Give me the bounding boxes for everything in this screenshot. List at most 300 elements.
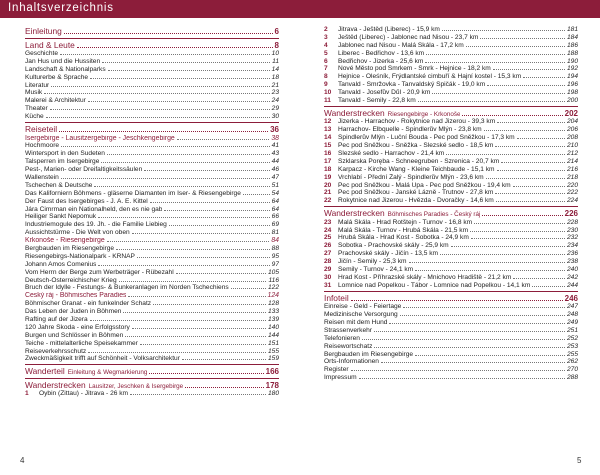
- toc-page-number: 210: [566, 142, 578, 150]
- dot-leader: [381, 362, 565, 363]
- toc-entry-title: [25, 261, 96, 269]
- toc-region-heading[interactable]: [25, 292, 279, 300]
- toc-section-heading[interactable]: [25, 26, 279, 37]
- toc-page-number: 38: [271, 134, 279, 142]
- dot-leader: [403, 307, 565, 308]
- toc-entry[interactable]: [25, 113, 279, 121]
- toc-route-entry[interactable]: [324, 42, 578, 50]
- dot-leader: [501, 162, 565, 163]
- toc-entry-title: [324, 197, 494, 205]
- toc-page-number: 230: [566, 226, 578, 234]
- toc-entry-title: [25, 229, 130, 237]
- toc-entry-text: Vrchlabí - Přední Žalý - Špindlerův Mlýn - 23,6 km: [338, 173, 484, 181]
- toc-section-heading[interactable]: [25, 124, 279, 135]
- toc-page-number: 255: [566, 350, 578, 358]
- toc-entry-text: Malá Skála - Turnov - Hrubá Skála - 21,5 km: [338, 226, 469, 234]
- toc-entry-title: [25, 206, 162, 214]
- toc-entry-text: Teiche - mittelalterliche Speisekammer: [25, 339, 138, 347]
- dot-leader: [116, 249, 270, 250]
- toc-entry[interactable]: [25, 245, 279, 253]
- dot-leader: [493, 69, 565, 70]
- toc-entry[interactable]: [25, 89, 279, 97]
- toc-entry-title: [324, 227, 468, 235]
- dot-leader: [107, 154, 270, 155]
- toc-page-number: 155: [267, 347, 279, 355]
- toc-page-number: 30: [271, 113, 279, 121]
- toc-page-number: 247: [566, 303, 578, 311]
- toc-entry[interactable]: [25, 150, 279, 158]
- toc-route-entry[interactable]: [324, 197, 578, 205]
- section-divider: [25, 38, 279, 39]
- toc-entry-title: [25, 253, 135, 261]
- toc-entry-text: Isergebirge - Lausitzergebirge - Jeschkengebirge: [25, 134, 175, 142]
- toc-entry[interactable]: [25, 74, 279, 82]
- toc-route-entry[interactable]: [324, 242, 578, 250]
- toc-entry-title: [324, 73, 521, 81]
- route-number: 14: [324, 134, 332, 142]
- toc-section-subtitle: Lausitzer, Jeschken & Isergebirge: [88, 382, 184, 390]
- toc-entry[interactable]: [324, 335, 578, 343]
- toc-entry-title: [324, 134, 515, 142]
- toc-section-heading[interactable]: [324, 108, 578, 119]
- dot-leader: [44, 93, 269, 94]
- toc-page-number: 81: [271, 229, 279, 237]
- route-number: 23: [324, 218, 332, 226]
- toc-route-entry[interactable]: [324, 274, 578, 282]
- toc-entry[interactable]: [324, 343, 578, 351]
- toc-page-number: 159: [267, 355, 279, 363]
- toc-entry[interactable]: [25, 190, 279, 198]
- toc-page-number: 188: [566, 49, 578, 57]
- toc-page-number: 105: [267, 268, 279, 276]
- toc-page-number: 140: [267, 323, 279, 331]
- toc-page-number: 54: [271, 189, 279, 197]
- toc-entry[interactable]: [25, 348, 279, 356]
- toc-entry-title: [25, 135, 175, 143]
- toc-page-number: 200: [566, 97, 578, 105]
- dot-leader: [125, 336, 266, 337]
- toc-entry-title: [25, 89, 42, 97]
- toc-entry-title: [324, 89, 430, 97]
- toc-entry-text: Nové Město pod Smrkem - Smrk - Hejnice - 18,2 km: [338, 65, 491, 73]
- toc-entry-text: Vom Herrn der Berge zum Werbeträger - Rübezahl: [25, 268, 174, 276]
- toc-entry[interactable]: [25, 50, 279, 58]
- route-number: 8: [324, 73, 328, 81]
- dot-leader: [98, 217, 270, 218]
- toc-entry[interactable]: [25, 66, 279, 74]
- toc-entry-title: [25, 340, 138, 348]
- toc-page-number: 262: [566, 358, 578, 366]
- toc-page-number: 66: [271, 213, 279, 221]
- toc-entry-text: Theater: [25, 105, 48, 113]
- toc-entry-title: [25, 316, 88, 324]
- toc-entry-text: Orts-Informationen: [324, 358, 379, 366]
- toc-entry[interactable]: [25, 332, 279, 340]
- toc-entry-text: Prachovské skály - Jičín - 13,5 km: [338, 250, 439, 258]
- toc-page-number: 64: [271, 197, 279, 205]
- section-divider: [25, 364, 279, 365]
- toc-entry-title: [25, 237, 105, 245]
- dot-leader: [415, 270, 565, 271]
- route-number: 28: [324, 258, 332, 266]
- toc-page-number: 253: [566, 342, 578, 350]
- toc-entry[interactable]: [324, 303, 578, 311]
- toc-entry-text: Malá Skála - Hrad Rotštejn - Turnov - 16,8 km: [338, 218, 473, 226]
- toc-entry[interactable]: [324, 351, 578, 359]
- toc-entry-title: [324, 26, 440, 34]
- toc-page-number: 252: [566, 334, 578, 342]
- toc-entry-text: Medizinische Versorgung: [324, 311, 398, 319]
- toc-entry-title: [324, 65, 491, 73]
- toc-entry-title: [324, 189, 493, 197]
- toc-entry-text: Wanderstrecken: [324, 208, 385, 219]
- dot-leader: [88, 352, 266, 353]
- toc-entry[interactable]: [25, 340, 279, 348]
- toc-page-number: 51: [271, 181, 279, 189]
- route-number: 25: [324, 234, 332, 242]
- toc-page-number: 216: [566, 165, 578, 173]
- toc-route-entry[interactable]: [324, 158, 578, 166]
- toc-entry-title: [324, 50, 424, 58]
- toc-route-entry[interactable]: [324, 282, 578, 290]
- toc-entry[interactable]: [25, 105, 279, 113]
- toc-section-heading[interactable]: [324, 293, 578, 304]
- toc-entry-text: Sobotka - Prachovské skály - 25,9 km: [338, 242, 449, 250]
- toc-entry[interactable]: [25, 174, 279, 182]
- toc-route-entry[interactable]: [324, 166, 578, 174]
- dot-leader: [59, 131, 268, 132]
- toc-entry[interactable]: [25, 355, 279, 363]
- toc-route-entry[interactable]: [324, 126, 578, 134]
- route-number: 5: [324, 49, 328, 57]
- dot-leader: [144, 170, 269, 171]
- route-number: 29: [324, 266, 332, 274]
- toc-entry-title: [25, 332, 123, 340]
- dot-leader: [61, 146, 270, 147]
- toc-entry-text: Burgen und Schlösser in Böhmen: [25, 331, 124, 339]
- toc-entry-title: [324, 293, 349, 304]
- route-number: 30: [324, 273, 332, 281]
- toc-section-heading[interactable]: [25, 366, 279, 377]
- toc-entry-text: Reiseteil: [25, 124, 58, 135]
- toc-entry[interactable]: [25, 97, 279, 105]
- dot-leader: [101, 162, 269, 163]
- toc-region-heading[interactable]: [25, 237, 279, 245]
- route-number: 18: [324, 165, 332, 173]
- toc-page-number: 288: [566, 374, 578, 382]
- toc-route-entry[interactable]: [324, 227, 578, 235]
- route-number: 7: [324, 65, 328, 73]
- toc-entry[interactable]: [324, 358, 578, 366]
- dot-leader: [409, 262, 565, 263]
- toc-route-entry[interactable]: [324, 26, 578, 34]
- dot-leader: [480, 38, 565, 39]
- toc-route-entry[interactable]: [324, 258, 578, 266]
- toc-entry-text: Bedřichov - Jizerka - 25,6 km: [338, 57, 424, 65]
- toc-entry-text: Karpacz - Kirche Wang - Kleine Teichbaude - 15,1 km: [338, 165, 495, 173]
- toc-page-number: 190: [566, 57, 578, 65]
- route-number: 9: [324, 81, 328, 89]
- toc-entry-title: [324, 219, 472, 227]
- toc-page-number: 44: [271, 158, 279, 166]
- toc-entry-text: Tanvald - Smržovka - Tanvaldský Špičák - 19,0 km: [338, 81, 486, 89]
- dot-leader: [471, 238, 565, 239]
- toc-page-number: 226: [564, 209, 578, 219]
- toc-entry-text: Böhmischer Granat - ein funkelnder Schatz: [25, 300, 152, 308]
- toc-route-entry[interactable]: [324, 73, 578, 81]
- toc-entry-text: Hrubá Skála - Hrad Kost - Sobotka - 24,9 km: [338, 234, 469, 242]
- route-number: 6: [324, 57, 328, 65]
- toc-entry[interactable]: [25, 253, 279, 261]
- toc-page-number: 29: [271, 105, 279, 113]
- dot-leader: [351, 370, 565, 371]
- toc-entry[interactable]: [324, 374, 578, 382]
- toc-entry-title: [25, 82, 49, 90]
- dot-leader: [60, 54, 270, 55]
- toc-entry-text: Pec pod Sněžkou - Sněžka - Slezské sedlo - 18,5 km: [338, 142, 494, 150]
- route-number: 1: [25, 390, 29, 398]
- dot-leader: [119, 281, 267, 282]
- toc-region-heading[interactable]: [25, 135, 279, 143]
- toc-entry-text: Český ráj - Böhmisches Paradies: [25, 292, 127, 300]
- dot-leader: [90, 78, 270, 79]
- dot-leader: [374, 331, 565, 332]
- toc-entry-text: Deutsch-Österreichischer Krieg: [25, 276, 117, 284]
- toc-page-number: 238: [566, 258, 578, 266]
- dot-leader: [243, 194, 270, 195]
- toc-entry[interactable]: [25, 324, 279, 332]
- route-number: 15: [324, 142, 332, 150]
- route-number: 10: [324, 89, 332, 97]
- dot-leader: [442, 30, 565, 31]
- toc-entry-title: [25, 245, 114, 253]
- toc-route-entry[interactable]: [324, 65, 578, 73]
- toc-route-entry[interactable]: [324, 118, 578, 126]
- toc-entry-text: Einreise - Geld - Feiertage: [324, 303, 402, 311]
- toc-entry[interactable]: [25, 142, 279, 150]
- toc-entry-text: Tschechen & Deutsche: [25, 181, 93, 189]
- dot-leader: [132, 328, 266, 329]
- dot-leader: [77, 47, 273, 48]
- toc-page-number: 220: [566, 181, 578, 189]
- dot-leader: [487, 85, 565, 86]
- route-number: 21: [324, 189, 332, 197]
- toc-entry-title: [25, 190, 241, 198]
- toc-page-number: 222: [566, 189, 578, 197]
- toc-entry-title: [324, 266, 413, 274]
- toc-entry-text: Landschaft & Nationalparks: [25, 65, 106, 73]
- toc-entry-text: Riesengebirgs-Nationalpark - KRNAP: [25, 252, 135, 260]
- toc-entry[interactable]: [25, 300, 279, 308]
- toc-entry[interactable]: [25, 213, 279, 221]
- toc-page-number: 178: [265, 380, 279, 390]
- toc-route-entry[interactable]: [324, 174, 578, 182]
- toc-route-entry[interactable]: [324, 81, 578, 89]
- toc-page-number: 64: [271, 205, 279, 213]
- toc-entry-text: Tanvald - Semily - 22,8 km: [338, 97, 416, 105]
- toc-entry-title: [324, 142, 493, 150]
- toc-route-entry[interactable]: [324, 89, 578, 97]
- route-number: 16: [324, 149, 332, 157]
- toc-page-number: 234: [566, 242, 578, 250]
- dot-leader: [169, 225, 270, 226]
- toc-route-entry[interactable]: [324, 266, 578, 274]
- toc-entry-text: Tanvald - Josefův Důl - 20,9 km: [338, 89, 431, 97]
- toc-route-entry[interactable]: [324, 34, 578, 42]
- toc-entry[interactable]: [25, 182, 279, 190]
- toc-section-heading[interactable]: [25, 40, 279, 51]
- toc-route-entry[interactable]: [25, 390, 279, 398]
- dot-leader: [418, 101, 565, 102]
- toc-entry[interactable]: [25, 206, 279, 214]
- dot-leader: [90, 320, 266, 321]
- toc-page-number: 244: [566, 281, 578, 289]
- toc-entry[interactable]: [324, 311, 578, 319]
- toc-entry-text: Liberec - Bedřichov - 13,6 km: [338, 49, 425, 57]
- toc-entry[interactable]: [25, 308, 279, 316]
- toc-route-entry[interactable]: [324, 182, 578, 190]
- toc-entry-title: [25, 40, 75, 51]
- toc-entry-text: Bruch der Idylle - Festungs- & Bunkeranlagen im Norden Tschechiens: [25, 284, 229, 292]
- toc-entry-text: Einleitung: [25, 26, 62, 36]
- toc-route-entry[interactable]: [324, 234, 578, 242]
- toc-entry-title: [25, 366, 147, 377]
- toc-entry-title: [25, 150, 105, 158]
- toc-entry-text: 120 Jahre Škoda - eine Erfolgsstory: [25, 323, 130, 331]
- toc-page-number: 151: [267, 339, 279, 347]
- toc-entry[interactable]: [25, 198, 279, 206]
- toc-entry[interactable]: [324, 327, 578, 335]
- toc-section-heading[interactable]: [25, 380, 279, 391]
- toc-entry-title: [25, 380, 183, 391]
- dot-leader: [523, 77, 565, 78]
- toc-section-heading[interactable]: [324, 208, 578, 219]
- toc-page-number: 128: [267, 300, 279, 308]
- toc-entry-title: [25, 50, 58, 58]
- toc-entry-title: [25, 182, 92, 190]
- toc-page-number: 186: [566, 41, 578, 49]
- toc-entry[interactable]: [25, 284, 279, 292]
- dot-leader: [88, 101, 270, 102]
- toc-page-number: 6: [274, 27, 279, 36]
- toc-entry-title: [25, 324, 130, 332]
- toc-entry-text: Bergbauden im Riesengebirge: [324, 350, 414, 358]
- toc-entry-title: [324, 319, 387, 327]
- toc-section-subtitle: Einleitung & Wegmarkierung: [67, 369, 148, 377]
- toc-route-entry[interactable]: [324, 250, 578, 258]
- toc-page-number: 69: [271, 221, 279, 229]
- toc-entry-title: [324, 182, 511, 190]
- dot-leader: [185, 387, 263, 388]
- toc-entry-text: Reisen mit dem Hund: [324, 319, 388, 326]
- dot-leader: [462, 115, 562, 116]
- toc-entry[interactable]: [25, 261, 279, 269]
- toc-entry-text: Das Leben der Juden in Böhmen: [25, 308, 122, 316]
- section-divider: [25, 122, 279, 123]
- toc-entry-text: Reiseverkehrsschutz: [25, 347, 87, 355]
- route-number: 11: [324, 97, 331, 105]
- dot-leader: [231, 288, 266, 289]
- toc-entry-text: Wanderstrecken: [324, 107, 385, 118]
- toc-route-entry[interactable]: [324, 150, 578, 158]
- toc-entry[interactable]: [25, 229, 279, 237]
- toc-entry[interactable]: [25, 166, 279, 174]
- toc-route-entry[interactable]: [324, 97, 578, 105]
- dot-leader: [137, 257, 270, 258]
- dot-leader: [150, 202, 270, 203]
- dot-leader: [497, 170, 565, 171]
- toc-entry-title: [25, 124, 57, 135]
- toc-route-entry[interactable]: [324, 134, 578, 142]
- toc-page-number: 192: [566, 65, 578, 73]
- toc-entry-text: Rokytnice nad Jizerou - Hvězda - Dvoračky - 14,6 km: [338, 197, 494, 205]
- dot-leader: [426, 54, 565, 55]
- toc-route-entry[interactable]: [324, 58, 578, 66]
- toc-route-entry[interactable]: [324, 219, 578, 227]
- dot-leader: [440, 254, 565, 255]
- toc-entry[interactable]: [25, 221, 279, 229]
- toc-entry-text: Infoteil: [324, 292, 349, 303]
- toc-entry[interactable]: [25, 277, 279, 285]
- toc-route-entry[interactable]: [324, 50, 578, 58]
- toc-entry-text: Rafting auf der Jizera: [25, 316, 88, 323]
- toc-entry[interactable]: [25, 158, 279, 166]
- toc-page-number: 95: [271, 252, 279, 260]
- route-number: 13: [324, 126, 332, 134]
- toc-entry[interactable]: [25, 58, 279, 66]
- toc-entry-title: [324, 108, 460, 119]
- dot-leader: [46, 117, 270, 118]
- dot-leader: [532, 286, 565, 287]
- toc-entry-title: [324, 358, 379, 366]
- toc-entry-text: Jablonec nad Nisou - Malá Skála - 17,2 km: [338, 41, 464, 49]
- toc-page-number: 194: [566, 73, 578, 81]
- toc-page-number: 36: [270, 125, 279, 135]
- toc-page-number: 246: [564, 293, 578, 303]
- dot-leader: [107, 241, 270, 242]
- dot-leader: [128, 296, 265, 297]
- dot-leader: [474, 223, 565, 224]
- toc-entry-title: [324, 58, 423, 66]
- dot-leader: [496, 201, 565, 202]
- toc-route-entry[interactable]: [324, 142, 578, 150]
- dot-leader: [497, 122, 565, 123]
- toc-page-number: 180: [267, 390, 279, 398]
- toc-entry-text: Küche: [25, 113, 44, 121]
- toc-entry[interactable]: [25, 316, 279, 324]
- toc-entry[interactable]: [324, 319, 578, 327]
- toc-entry-title: [25, 66, 106, 74]
- route-number: 26: [324, 242, 332, 250]
- dot-leader: [102, 62, 270, 63]
- toc-entry-text: Kulturerbe & Sprache: [25, 73, 89, 81]
- dot-leader: [517, 138, 565, 139]
- dot-leader: [164, 210, 269, 211]
- toc-route-entry[interactable]: [324, 189, 578, 197]
- toc-page-number: 232: [566, 234, 578, 242]
- toc-entry[interactable]: [25, 269, 279, 277]
- dot-leader: [495, 146, 565, 147]
- section-divider: [324, 206, 578, 207]
- toc-entry-text: Reisewortschatz: [324, 342, 373, 350]
- toc-entry[interactable]: [324, 366, 578, 374]
- toc-entry-text: Hejnice - Oleśník, Frýdlantské cimbuří & Hajní kostel - 15,3 km: [338, 73, 522, 81]
- toc-entry[interactable]: [25, 82, 279, 90]
- toc-entry-text: Wanderteil: [25, 366, 65, 377]
- toc-entry-title: [324, 81, 485, 89]
- dot-leader: [425, 62, 565, 63]
- toc-entry-text: Jičín - Semily - 25,3 km: [338, 258, 407, 266]
